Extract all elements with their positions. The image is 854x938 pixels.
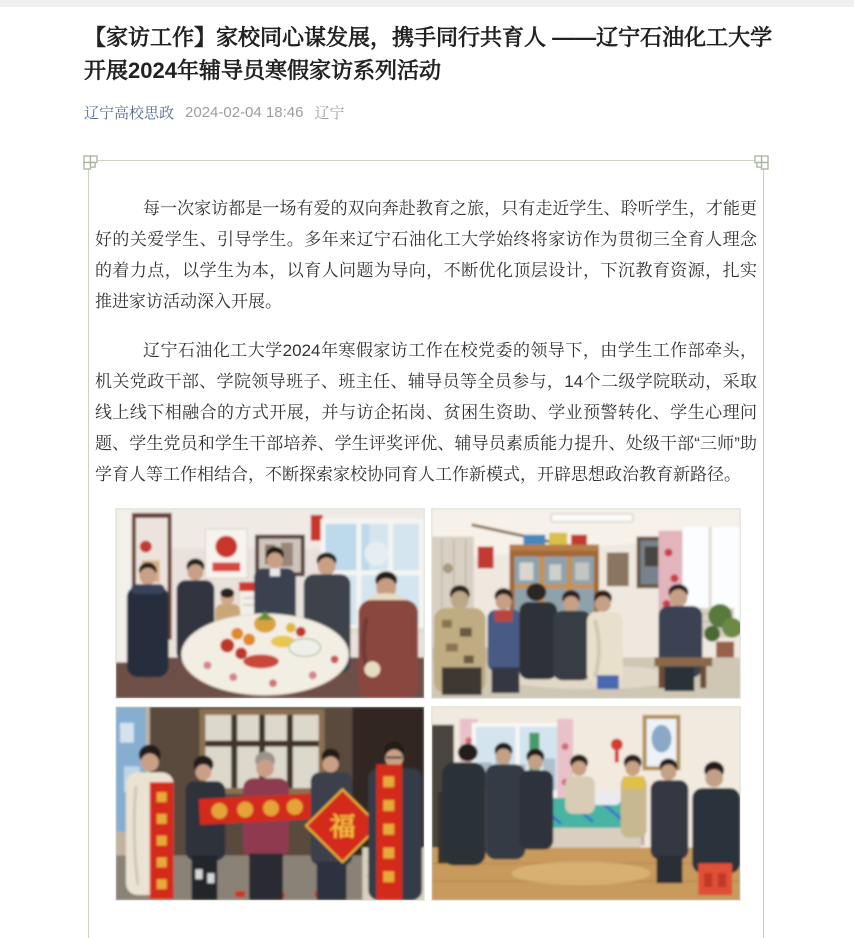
publish-time: 2024-02-04 18:46: [185, 104, 304, 121]
photo-round-table-visit-image: [116, 509, 424, 698]
content-frame: [88, 160, 764, 938]
corner-ornament-icon: [748, 155, 769, 176]
photo-grid: [115, 508, 757, 901]
photo-living-room-visit[interactable]: [431, 508, 741, 699]
photo-spring-couplets[interactable]: [115, 706, 425, 901]
corner-ornament-icon: [83, 155, 104, 176]
paragraph: 每一次家访都是一场有爱的双向奔赴教育之旅，只有走近学生、聆听学生，才能更好的关爱学生、引导学生。多年来辽宁石油化工大学始终将家访作为贯彻三全育人理念的着力点，以学生为本，以育人问题为导向，不断优化顶层设计，下沉教育资源，扎实推进家访活动深入开展。: [95, 199, 757, 311]
page-title: 【家访工作】家校同心谋发展，携手同行共育人 ——辽宁石油化工大学开展2024年辅导员寒假家访系列活动: [84, 25, 773, 83]
fu-character: 福: [329, 813, 356, 842]
account-link[interactable]: 辽宁高校思政: [84, 105, 175, 122]
photo-round-table-visit[interactable]: [115, 508, 425, 699]
photo-bedroom-visit-image: [432, 707, 740, 900]
publish-location: 辽宁: [314, 105, 345, 122]
photo-living-room-visit-image: [432, 509, 740, 698]
paragraph: 辽宁石油化工大学2024年寒假家访工作在校党委的领导下，由学生工作部牵头，机关党政干部、学院领导班子、班主任、辅导员等全员参与，14个二级学院联动，采取线上线下相融合的方式开展，并与访企拓岗、贫困生资助、学业预警转化、学生心理问题、学生党员和学生干部培养、学生评奖评优、辅导员素质能力提升、处级干部“三师”助学育人等工作相结合，不断探索家校协同育人工作新模式，开辟思想政治教育新路径。: [95, 341, 757, 484]
article-meta: [84, 102, 770, 123]
article-header: [0, 21, 854, 123]
photo-bedroom-visit[interactable]: [431, 706, 741, 901]
photo-spring-couplets-image: [116, 707, 424, 900]
top-gray-strip: [0, 0, 854, 7]
